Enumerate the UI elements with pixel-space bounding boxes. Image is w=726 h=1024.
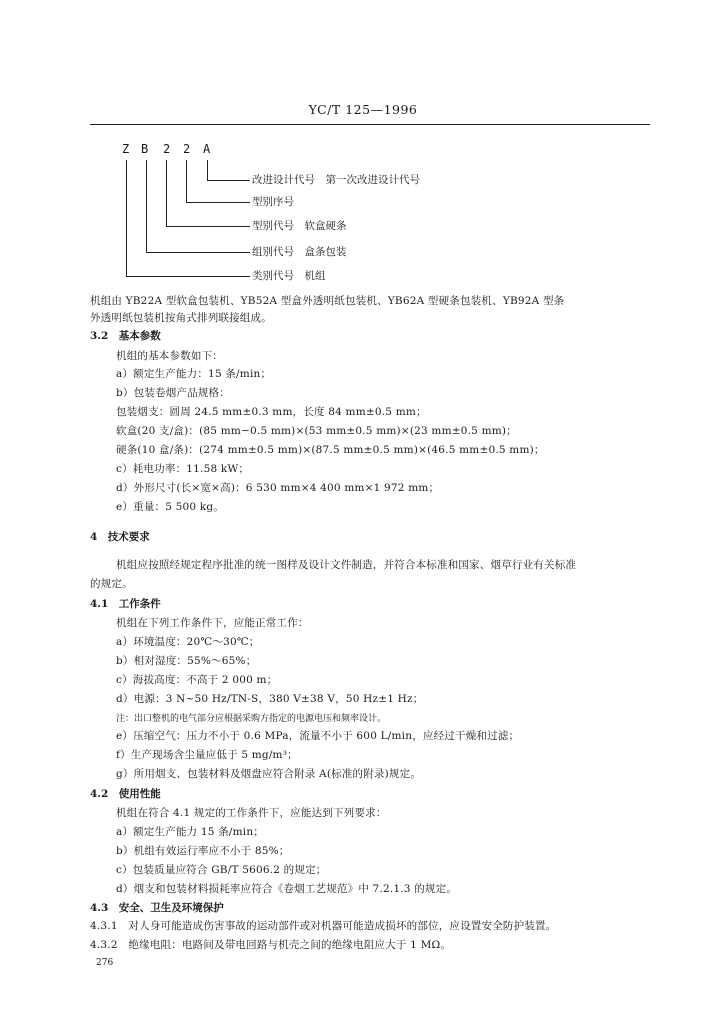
stem-2b	[186, 160, 187, 202]
section-3-2-heading: 3.2 基本参数	[90, 330, 161, 342]
param-d: d）外形尺寸(长×宽×高)：6 530 mm×4 400 mm×1 972 mm；	[116, 482, 440, 494]
section-4-heading: 4 技术要求	[90, 531, 150, 543]
performance-b: b）机组有效运行率应不小于 85%；	[116, 845, 290, 857]
leader-2a	[166, 226, 250, 227]
tech-req-paragraph: 机组应按照经规定程序批准的统一图样及设计文件制造，并符合本标准和国家、烟草行业有关标准	[116, 559, 577, 571]
param-a: a）额定生产能力：15 条/min；	[116, 368, 272, 380]
header-rule	[90, 124, 650, 125]
paragraph-composition-cont: 外透明纸包装机按角式排列联接组成。	[90, 312, 272, 324]
label-model-sequence: 型别序号	[252, 196, 294, 208]
leader-a	[207, 180, 250, 181]
stem-a	[207, 160, 208, 180]
section-4-2-heading: 4.2 使用性能	[90, 788, 161, 800]
condition-c: c）海拔高度：不高于 2 000 m；	[116, 674, 278, 686]
condition-note: 注：出口整机的电气部分应根据采购方指定的电源电压和频率设计。	[116, 714, 387, 724]
param-cigarette: 包装烟支：圆周 24.5 mm±0.3 mm，长度 84 mm±0.5 mm；	[116, 406, 427, 418]
param-b: b）包装卷烟产品规格：	[116, 387, 230, 399]
section-4-3-heading: 4.3 安全、卫生及环境保护	[90, 902, 224, 914]
label-improvement-code: 改进设计代号 第一次改进设计代号	[252, 174, 420, 186]
tech-req-paragraph-cont: 的规定。	[90, 578, 133, 590]
condition-f: f）生产现场含尘量应低于 5 mg/m³；	[116, 749, 298, 761]
page-number: 276	[96, 958, 114, 968]
working-conditions-intro: 机组在下列工作条件下，应能正常工作：	[116, 617, 309, 629]
condition-a: a）环境温度：20℃～30℃；	[116, 636, 260, 648]
param-e: e）重量：5 500 kg。	[116, 501, 224, 513]
stem-b	[146, 160, 147, 252]
code-letter-b: B	[141, 142, 149, 156]
stem-2a	[166, 160, 167, 226]
performance-a: a）额定生产能力 15 条/min；	[116, 826, 265, 838]
condition-g: g）所用烟支、包装材料及烟盘应符合附录 A(标准的附录)规定。	[116, 768, 422, 780]
basic-params-intro: 机组的基本参数如下：	[116, 350, 223, 362]
clause-4-3-1: 4.3.1 对人身可能造成伤害事故的运动部件或对机器可能造成损坏的部位，应设置安全防护装置。	[90, 920, 557, 932]
param-c: c）耗电功率：11.58 kW；	[116, 463, 250, 475]
code-letter-2b: 2	[183, 142, 191, 156]
standard-code-header: YC/T 125—1996	[308, 102, 418, 117]
condition-d: d）电源：3 N~50 Hz/TN-S，380 V±38 V，50 Hz±1 Hz；	[116, 693, 424, 705]
paragraph-composition: 机组由 YB22A 型软盒包装机、YB52A 型盒外透明纸包装机、YB62A 型硬条包装机、YB92A 型条	[90, 295, 565, 307]
stem-z	[126, 160, 127, 276]
label-category-code: 类别代号 机组	[252, 270, 326, 282]
leader-z	[126, 276, 250, 277]
performance-intro: 机组在符合 4.1 规定的工作条件下，应能达到下列要求：	[116, 807, 387, 819]
param-hard-carton: 硬条(10 盒/条)：(274 mm±0.5 mm)×(87.5 mm±0.5 mm)×(46.5 mm±0.5 mm)；	[116, 444, 545, 456]
clause-4-3-2: 4.3.2 绝缘电阻：电路间及带电回路与机壳之间的绝缘电阻应大于 1 MΩ。	[90, 939, 452, 951]
code-letter-z: Z	[122, 142, 130, 156]
leader-b	[146, 252, 250, 253]
code-letter-2a: 2	[163, 142, 171, 156]
section-4-1-heading: 4.1 工作条件	[90, 598, 161, 610]
condition-b: b）相对湿度：55%～65%；	[116, 655, 257, 667]
leader-2b	[186, 202, 250, 203]
performance-d: d）烟支和包装材料损耗率应符合《卷烟工艺规范》中 7.2.1.3 的规定。	[116, 883, 458, 895]
condition-e: e）压缩空气：压力不小于 0.6 MPa，流量不小于 600 L/min，应经过干燥和过滤；	[116, 730, 520, 742]
param-soft-pack: 软盒(20 支/盒)：(85 mm−0.5 mm)×(53 mm±0.5 mm)×(23 mm±0.5 mm)；	[116, 425, 517, 437]
label-model-code: 型别代号 软盒硬条	[252, 220, 347, 232]
label-group-code: 组别代号 盒条包装	[252, 246, 347, 258]
performance-c: c）包装质量应符合 GB/T 5606.2 的规定；	[116, 864, 327, 876]
code-letter-a: A	[203, 142, 211, 156]
